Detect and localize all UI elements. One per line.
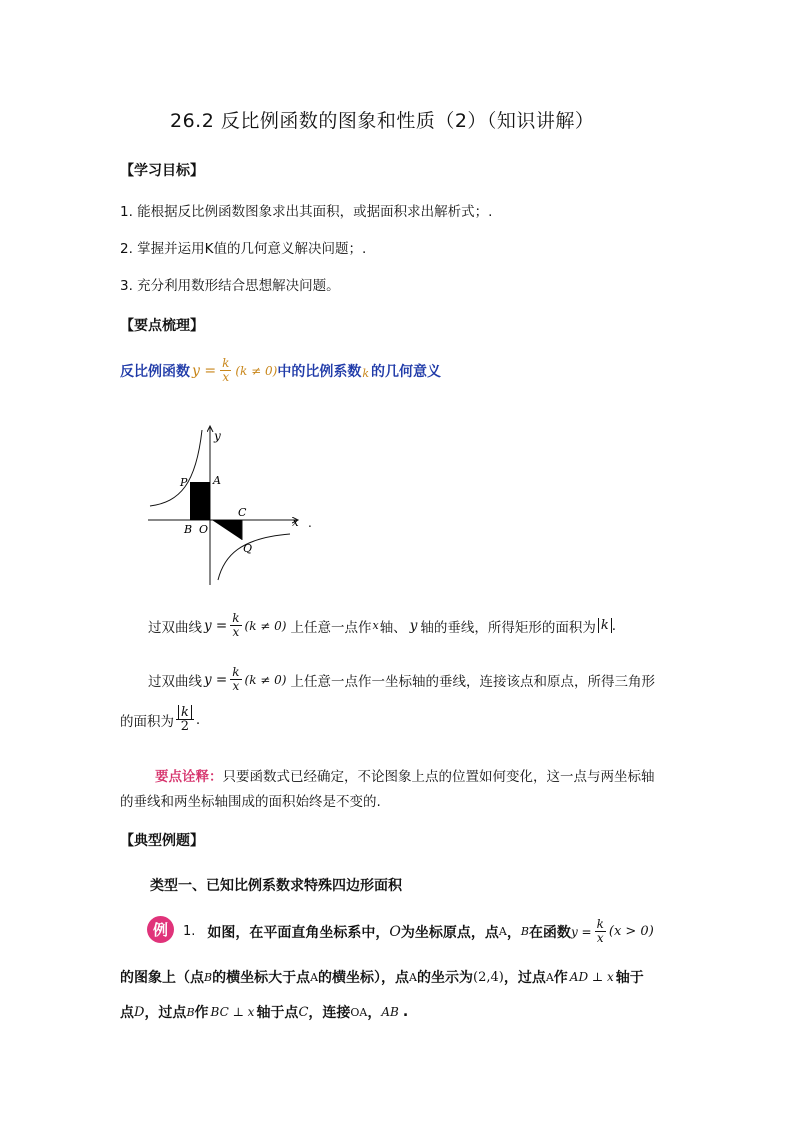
example1-a: A (498, 925, 507, 938)
para1-y-eq: y = (204, 617, 228, 634)
example1-l1a: 如图，在平面直角坐标系中， (207, 924, 390, 941)
triangle-ocq (212, 520, 242, 540)
example1-l2b-b: B (204, 970, 213, 984)
hyperbola-graph (140, 420, 320, 590)
para2-end: . (195, 711, 201, 728)
example1-perp2: BC ⊥ x (210, 1005, 255, 1019)
key-note-line1 (155, 765, 655, 785)
section-examples-heading: 【典型例题】 (120, 833, 204, 849)
example1-l1b: 为坐标原点，点 (400, 924, 499, 941)
meaning-y-eq: y = (192, 362, 217, 379)
rectangle-area-paragraph (148, 612, 616, 639)
example1-coord: (2,4) (473, 969, 504, 985)
example1-line2 (120, 967, 644, 987)
rectangle-pabo (190, 482, 210, 520)
example1-fraction (595, 918, 606, 945)
meaning-prefix: 反比例函数 (120, 363, 190, 380)
para1-fraction (230, 612, 241, 639)
example1-l3d: 轴于点 (256, 1005, 299, 1021)
example1-oa: OA (350, 1005, 368, 1019)
example1-l2d: 的坐示为 (417, 970, 473, 986)
para2-den: x (232, 679, 240, 693)
example1-l3c: 作 (194, 1005, 209, 1021)
example1-l3b: ，过点 (144, 1005, 187, 1021)
meaning-suffix: 的几何意义 (371, 363, 441, 380)
graph-trailing-dot: . (308, 516, 312, 530)
para1-pre: 过双曲线 (148, 619, 202, 636)
example1-l3f: ， (367, 1005, 382, 1021)
para2-abs-fraction (176, 706, 194, 733)
label-c: C (238, 506, 247, 519)
meaning-heading (120, 357, 441, 384)
example1-line3 (120, 1002, 408, 1022)
goal-item-2: 2. 掌握并运用K值的几何意义解决问题；. (120, 241, 367, 257)
goal-item-1: 1. 能根据反比例函数图象求出其面积，或据面积求出解析式；. (120, 204, 493, 220)
triangle-area-paragraph (148, 666, 655, 693)
para1-y: y (409, 617, 418, 634)
para1-mid2: 轴、 (379, 619, 407, 636)
label-o: O (199, 523, 209, 536)
example1-l2a: 的图象上（点 (120, 970, 204, 986)
example1-fden: x (596, 931, 604, 945)
page-title: 26.2 反比例函数的图象和性质（2）（知识讲解） (170, 110, 595, 132)
example1-l2e: ，过点 (503, 970, 546, 986)
example1-l3g: . (402, 1004, 409, 1020)
para1-mid3: 轴的垂线，所得矩形的面积为 (420, 619, 596, 636)
para2-pre: 过双曲线 (148, 673, 202, 690)
label-x: x (292, 515, 299, 529)
example1-o: O (389, 923, 401, 940)
para1-num: k (232, 611, 240, 625)
goal-item-3: 3. 充分利用数形结合思想解决问题。 (120, 278, 340, 294)
example1-l3a: 点 (120, 1005, 134, 1021)
example1-c: C (298, 1004, 309, 1020)
para2-fraction (230, 666, 241, 693)
example1-y-eq: y = (570, 924, 592, 939)
example1-perp1: AD ⊥ x (569, 970, 614, 984)
meaning-cond: (k ≠ 0) (235, 363, 278, 378)
section-goals-heading: 【学习目标】 (120, 163, 204, 179)
example1-l2g: 轴于 (615, 970, 644, 986)
example1-l2-a2: A (409, 970, 417, 984)
hyperbola-branch-lower (218, 534, 290, 580)
para1-end: . (611, 617, 617, 634)
label-a: A (213, 474, 221, 487)
example1-comma: ， (506, 924, 521, 941)
example1-l2b: 的横坐标大于点 (212, 970, 311, 986)
example-badge: 例 (147, 916, 174, 943)
para2-num: k (232, 665, 240, 679)
para2-abs-k: k (178, 705, 192, 720)
meaning-k: k (362, 367, 369, 380)
example1-l3e: ，连接 (308, 1005, 351, 1021)
para2-y-eq: y = (204, 671, 228, 688)
para2-cond: (k ≠ 0) (244, 672, 287, 687)
type1-heading: 类型一、已知比例系数求特殊四边形面积 (150, 878, 402, 894)
example1-cond: (x > 0) (608, 924, 654, 939)
label-q: Q (243, 542, 253, 555)
example1-l3-b: B (186, 1005, 195, 1019)
meaning-fraction (220, 357, 231, 384)
meaning-num: k (222, 356, 230, 370)
section-points-heading: 【要点梳理】 (120, 318, 204, 334)
para2-two: 2 (180, 719, 190, 734)
example1-l2f: 作 (553, 970, 568, 986)
para1-abs-k: k (598, 618, 612, 633)
triangle-area-line2 (120, 706, 200, 733)
example1-l2-a3: A (545, 970, 554, 984)
label-p: P (180, 476, 188, 489)
example1-d: D (134, 1004, 145, 1020)
example1-fnum: k (596, 917, 604, 931)
example1-l2c: 的横坐标），点 (318, 970, 410, 986)
para1-x: x (372, 619, 379, 632)
example1-l1c: 在函数 (528, 924, 571, 941)
example1-b: B (520, 925, 529, 938)
key-note-line2: 的垂线和两坐标轴围成的面积始终是不变的. (120, 794, 381, 810)
example1-line1 (183, 918, 654, 945)
label-y: y (214, 429, 221, 443)
example1-ab: AB (381, 1005, 399, 1019)
para1-cond: (k ≠ 0) (244, 618, 287, 633)
para2-text: 上任意一点作一坐标轴的垂线，连接该点和原点，所得三角形 (290, 673, 655, 690)
meaning-mid: 中的比例系数 (277, 363, 362, 380)
para2-line2-pre: 的面积为 (120, 713, 174, 730)
para1-den: x (232, 625, 240, 639)
label-b: B (184, 523, 193, 536)
para1-mid1: 上任意一点作 (290, 619, 372, 636)
example1-l2-a: A (310, 970, 319, 984)
meaning-den: x (222, 370, 230, 384)
example1-number: 1. (183, 924, 196, 939)
key-note-label: 要点诠释： (155, 769, 223, 785)
key-note-text1: 只要函数式已经确定，不论图象上点的位置如何变化，这一点与两坐标轴 (222, 769, 655, 785)
